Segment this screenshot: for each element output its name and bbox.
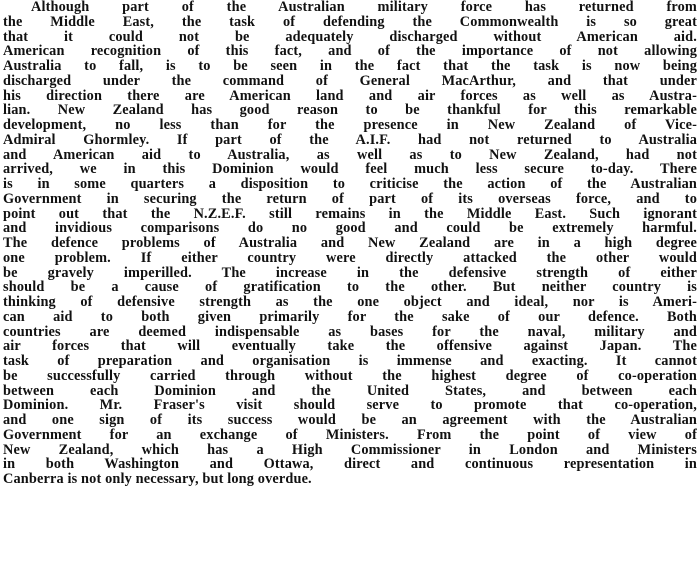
article-body (3, 0, 697, 575)
article-line: the Middle East, the task of defending the Commonwealth is so great (3, 13, 697, 30)
article-line: Although part of the Australian military force has returned from (31, 0, 697, 15)
article-line: task of preparation and organisation is immense and exacting. It cannot (3, 353, 697, 369)
article-line: in both Washington and Ottawa, direct and continuous representation in (3, 456, 697, 473)
article-line: Dominion. Mr. Fraser's visit should serve to promote that co-operation, (3, 397, 697, 414)
article-line: thinking of defensive strength as the one object and ideal, nor is Ameri- (3, 294, 697, 310)
article-line: discharged under the command of General MacArthur, and that under (3, 72, 697, 89)
article-line: his direction there are American land and air forces as well as Austra- (3, 87, 697, 104)
article-line: Government for an exchange of Ministers. From the point of view of (3, 426, 697, 443)
article-line: between each Dominion and the United States, and between each (3, 382, 697, 399)
article-line: New Zealand, which has a High Commissioner in London and Ministers (3, 441, 697, 458)
article-line: development, no less than for the presence in New Zealand of Vice- (3, 117, 697, 133)
article-line: be successfully carried through without the highest degree of co-operation (3, 367, 697, 384)
article-line: Admiral Ghormley. If part of the A.I.F. had not returned to Australia (3, 131, 697, 148)
article-line: can aid to both given primarily for the sake of our defence. Both (3, 308, 697, 325)
article-line: is in some quarters a disposition to criticise the action of the Australian (3, 176, 697, 192)
article-line: countries are deemed indispensable as bases for the naval, military and (3, 323, 697, 340)
article-line: one problem. If either country were directly attacked the other would (3, 249, 697, 266)
article-line: Government in securing the return of part of its overseas force, and to (3, 190, 697, 207)
article-line: Australia to fall, is to be seen in the fact that the task is now being (3, 58, 697, 74)
article-line: and invidious comparisons do no good and could be extremely harmful. (3, 220, 697, 237)
article-line: Canberra is not only necessary, but long overdue. (3, 471, 312, 487)
article-line: air forces that will eventually take the offensive against Japan. The (3, 338, 697, 355)
article-line: arrived, we in this Dominion would feel much less secure to-day. There (3, 161, 697, 178)
article-line: should be a cause of gratification to the other. But neither country is (3, 279, 697, 296)
article-line: be gravely imperilled. The increase in the defensive strength of either (3, 264, 697, 281)
article-line: lian. New Zealand has good reason to be thankful for this remarkable (3, 102, 697, 119)
article-line: American recognition of this fact, and of the importance of not allowing (3, 43, 697, 60)
article-line: that it could not be adequately discharged without American aid. (3, 28, 697, 45)
article-line: point out that the N.Z.E.F. still remains in the Middle East. Such ignorant (3, 205, 697, 222)
article-line: and one sign of its success would be an agreement with the Australian (3, 412, 697, 428)
article-line: and American aid to Australia, as well as to New Zealand, had not (3, 146, 697, 163)
article-line: The defence problems of Australia and New Zealand are in a high degree (3, 235, 697, 251)
